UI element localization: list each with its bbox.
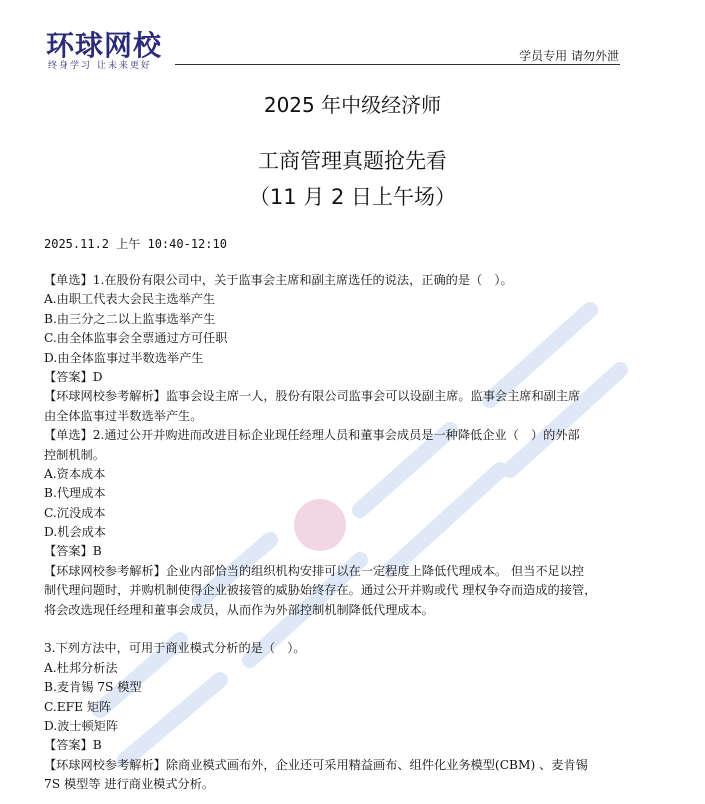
answer: 【答案】B xyxy=(44,544,102,559)
question-stem: 3.下列方法中，可用于商业模式分析的是（ ）。 xyxy=(44,641,306,656)
question-stem: 控制机制。 xyxy=(44,447,105,462)
exam-title: 2025 年中级经济师 xyxy=(263,93,442,117)
brand-logo: 环球网校 xyxy=(46,29,163,62)
question-stem: 【单选】2.通过公开并购进而改进目标企业现任经理人员和董事会成员是一种降低企业（ ）的外部 xyxy=(44,428,580,443)
spacer xyxy=(44,620,622,639)
analysis: 【环球网校参考解析】企业内部恰当的组织机构安排可以在一定程度上降低代理成本。 但当不足以控 xyxy=(44,563,585,578)
option-d: D.机会成本 xyxy=(44,525,106,540)
option-b: B.由三分之二以上监事选举产生 xyxy=(44,311,216,326)
question-list xyxy=(44,271,622,795)
analysis: 【环球网校参考解析】监事会设主席一人，股份有限公司监事会可以设副主席。监事会主席和副主席 xyxy=(44,389,581,404)
option-d: D.由全体监事过半数选举产生 xyxy=(44,350,204,365)
analysis: 【环球网校参考解析】除商业模式画布外，企业还可采用精益画布、组件化业务模型(CBM) 、麦肯锡 xyxy=(44,757,588,772)
option-c: C.由全体监事会全票通过方可任职 xyxy=(44,331,228,346)
option-b: B.代理成本 xyxy=(44,486,106,501)
answer: 【答案】B xyxy=(44,738,102,753)
option-a: A.杜邦分析法 xyxy=(44,660,118,675)
option-c: C.沉没成本 xyxy=(44,505,106,520)
confidential-note: 学员专用 请勿外泄 xyxy=(519,49,619,63)
analysis: 将会改选现任经理和董事会成员，从而作为外部控制机制降低代理成本。 xyxy=(44,602,434,617)
session-title: （11 月 2 日上午场） xyxy=(248,185,457,209)
answer: 【答案】D xyxy=(44,369,103,384)
option-a: A.资本成本 xyxy=(44,466,106,481)
analysis: 由全体监事过半数选举产生。 xyxy=(44,408,203,423)
page-header xyxy=(0,0,705,70)
option-b: B.麦肯锡 7S 模型 xyxy=(44,680,142,695)
question-stem: 【单选】1.在股份有限公司中，关于监事会主席和副主席选任的说法，正确的是（ ）。 xyxy=(44,273,513,287)
option-c: C.EFE 矩阵 xyxy=(44,699,112,714)
option-a: A.由职工代表大会民主选举产生 xyxy=(44,292,216,307)
analysis: 制代理问题时，并购机制使得企业被接管的威胁始终存在。通过公开并购或代 理权争夺而造成的接管， xyxy=(44,583,597,598)
brand-slogan: 终身学习 让未来更好 xyxy=(48,61,152,71)
section-title: 工商管理真题抢先看 xyxy=(258,149,447,173)
exam-date: 2025.11.2 上午 10:40-12:10 xyxy=(44,237,227,251)
option-d: D.波士顿矩阵 xyxy=(44,718,119,733)
header-divider xyxy=(175,64,620,65)
analysis: 7S 模型等 进行商业模式分析。 xyxy=(44,777,215,792)
